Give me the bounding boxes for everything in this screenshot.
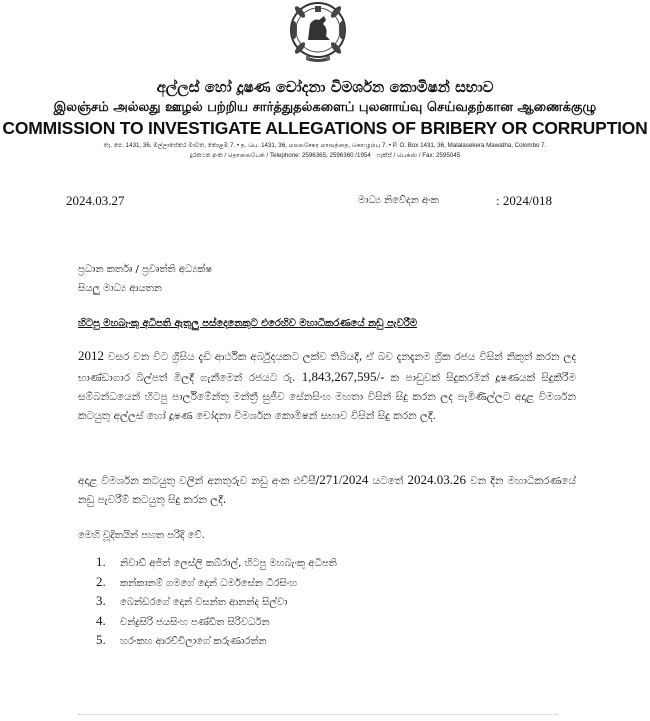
header-contact (0, 152, 650, 160)
accused-name: චන්ද්‍රසිරි ජයසිංහ පණ්ඩිත සිරිවර්ධන (120, 616, 270, 628)
loss-amount: 1,843,267,595/- (301, 369, 385, 384)
list-item (96, 552, 337, 572)
list-number: 1. (96, 554, 106, 569)
release-number-label: මාධ්‍ය නිවේදන අංක (358, 195, 439, 206)
filing-date: 2024.03.26 (407, 472, 466, 487)
paragraph-text: යටතේ (368, 475, 408, 487)
list-item (96, 611, 337, 631)
header-fax: ෆැක්ස් / பெக்ஸ் / Fax: 2595045 (376, 152, 461, 159)
paragraph-text: අදාළ විමර්ශන කටයුතු වලින් අනතුරුව නඩු අංක එච්සී/ (78, 475, 320, 487)
list-item (96, 630, 337, 650)
body-paragraph-2 (78, 470, 576, 510)
accused-name: කන්කානම් ගමගේ දොන් ධර්මසේන ධීරසිංහ (120, 577, 298, 589)
accused-name: නිවාඩ් අජිත් ලෙස්ලි කබ්රාල්, හිටපු මහබැංකු අධිපති (120, 558, 337, 569)
case-number: 271/2024 (319, 472, 369, 487)
recipient-line-1: ප්‍රධාන කර්තෘ / ප්‍රවෘත්ති අධ්‍යක්ෂ (78, 264, 213, 275)
release-date: 2024.03.27 (66, 193, 125, 208)
accused-intro: මෙහි චූදිතයින් පහත පරිදි වේ. (78, 530, 205, 541)
accused-name: හරංකහ ආරච්චිලාගේ කරුණාරත්න (120, 636, 267, 647)
header-title-tamil: இலஞ்சம் அல்லது ஊழல் பற்றிய சார்த்துதல்களைப் புலனாய்வு செய்வதற்கான ஆணைக்குழு (53, 100, 597, 115)
list-number: 2. (96, 573, 106, 589)
list-item (96, 572, 337, 592)
list-item (96, 591, 337, 611)
paragraph-year: 2012 (78, 348, 104, 363)
sri-lanka-emblem-icon (286, 0, 350, 64)
list-number: 4. (96, 612, 106, 628)
paragraph-text: වසර වන විට ග්‍රීසිය දැඩි ආර්ථික අර්බුදයකට ලක්ව තිබියදී, ඒ බව දැනදැනම ග්‍රීක රජය විසින් නිකුත් කරන ලද භාණ්ඩාගාර බිල්පත් මිලදී ගැනීමෙන් රජයට රු. (78, 351, 576, 384)
list-number: 3. (96, 593, 106, 608)
list-number: 5. (96, 632, 106, 647)
accused-list (96, 552, 337, 650)
header-phone: දුරකථන අංක / தொலைபேசி / Telephone: 2596365, 2596360 /1954 (189, 152, 371, 159)
header-title-sinhala: අල්ලස් හෝ දූෂණ චෝදනා විමර්ශන කොමිෂන් සභාව (156, 78, 494, 96)
recipient-line-2: සියලු මාධ්‍ය ආයතන (78, 283, 162, 294)
body-paragraph-1 (78, 346, 576, 426)
paragraph-text: වන දින මහාධිකරණයේ නඩු පැවරීම් කටයුතු සිදු කරන ලදී. (78, 475, 577, 506)
paragraph-text: ක පාඩුවක් සිදුකරමින් දූෂණයක් සිදුකිරීම සම්බන්ධයෙන් හිටපු පාර්ලිමේන්තු මන්ත්‍රී සුජීව සේනසිංහ මහතා විසින් සිදු කරන ලද පැමිණිල්ලට අදාළ විමර්ශන කටයුතු අල්ලස් හෝ දූෂණ චෝදනා විමර්ශන කොමිෂන් සභාව විසින් සිදු කරන ලදී. (78, 372, 576, 422)
header-address: තැ. පෙ. 1431, 36, මල්ලාසේකර මාවත, කොළඹ 7. • த. பெ. 1431, 36, மலலசேகர மாவத்தை, கொழும்பு 7. • P. O. Box 1431, 36, Malalasekera Mawatha, Colombo 7. (103, 142, 547, 149)
accused-name: බෙන්ඩරගේ දොන් වසන්ත ආනන්ද සිල්වා (120, 597, 288, 608)
release-number: : 2024/018 (496, 193, 552, 208)
subject-heading: හිටපු මහබැංකු අධිපති ඇතුලු පස්දෙනෙකුට එරෙහිව මහාධිකරණයේ නඩු පැවරීම (78, 318, 418, 329)
header-title-english: COMMISSION TO INVESTIGATE ALLEGATIONS OF BRIBERY OR CORRUPTION (2, 118, 648, 138)
